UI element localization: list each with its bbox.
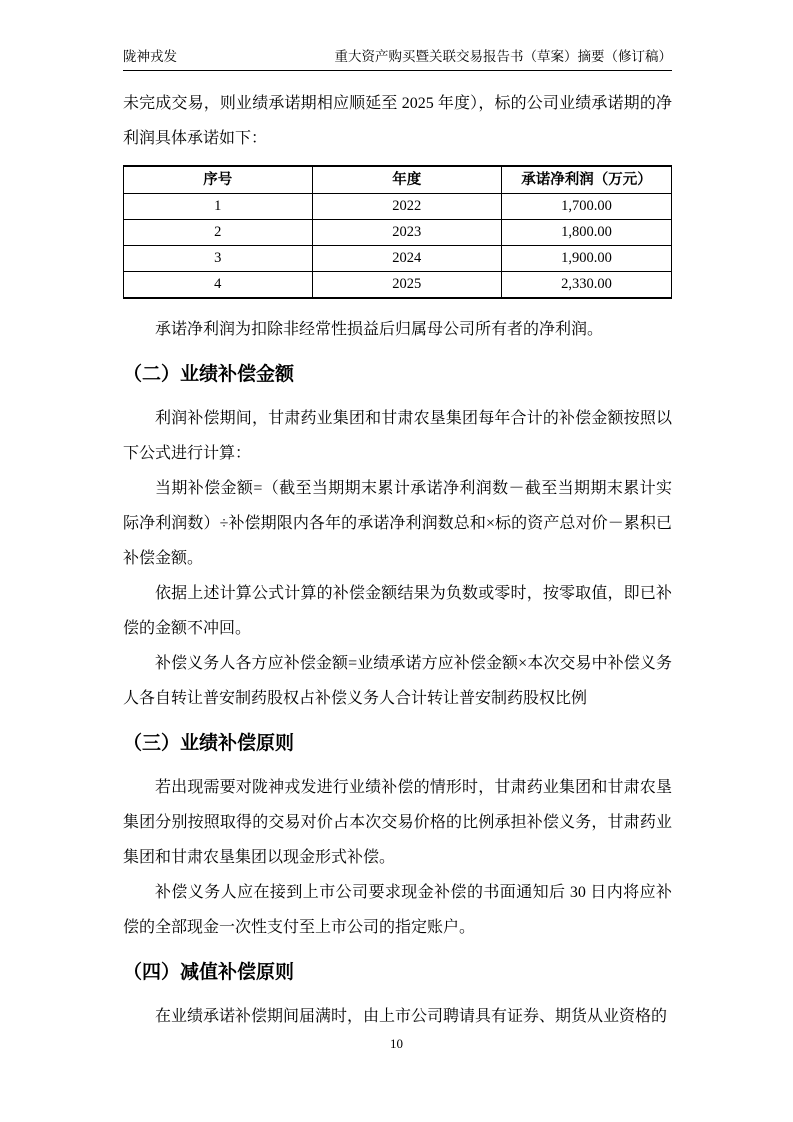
column-header-seq: 序号 [124, 166, 313, 194]
section-heading-4: （四）减值补偿原则 [123, 962, 295, 983]
section-heading-2: （二）业绩补偿金额 [123, 364, 295, 385]
header-company-name: 陇神戎发 [123, 49, 177, 64]
table-row [124, 220, 672, 246]
header-report-title: 重大资产购买暨关联交易报告书（草案）摘要（修订稿） [334, 49, 672, 64]
cell-year: 2022 [312, 194, 502, 220]
cell-seq: 2 [124, 220, 313, 246]
cell-net-profit: 1,700.00 [502, 194, 672, 220]
section-heading-3: （三）业绩补偿原则 [123, 733, 295, 754]
cell-year: 2023 [312, 220, 502, 246]
table-row [124, 272, 672, 299]
cell-seq: 1 [124, 194, 313, 220]
cell-seq: 4 [124, 272, 313, 299]
cell-year: 2025 [312, 272, 502, 299]
paragraph: 若出现需要对陇神戎发进行业绩补偿的情形时，甘肃药业集团和甘肃农垦集团分别按照取得的交易对价占本次交易价格的比例承担补偿义务，甘肃药业集团和甘肃农垦集团以现金形式补偿。 [123, 779, 672, 866]
paragraph: 利润补偿期间，甘肃药业集团和甘肃农垦集团每年合计的补偿金额按照以下公式进行计算： [123, 410, 672, 462]
page-number: 10 [390, 1036, 403, 1051]
cell-net-profit: 1,800.00 [502, 220, 672, 246]
paragraph: 在业绩承诺补偿期间届满时，由上市公司聘请具有证券、期货从业资格的 [155, 1008, 668, 1025]
paragraph-formula-obligor-share: 补偿义务人各方应补偿金额=业绩承诺方应补偿金额×本次交易中补偿义务人各自转让普安制药股权占补偿义务人合计转让普安制药股权比例 [123, 655, 672, 707]
paragraph: 依据上述计算公式计算的补偿金额结果为负数或零时，按零取值，即已补偿的金额不冲回。 [123, 585, 672, 637]
column-header-net-profit: 承诺净利润（万元） [502, 166, 672, 194]
document-body [123, 86, 672, 1034]
table-row [124, 194, 672, 220]
table-header-row [124, 166, 672, 194]
cell-seq: 3 [124, 246, 313, 272]
page-footer [0, 1035, 793, 1053]
cell-year: 2024 [312, 246, 502, 272]
cell-net-profit: 2,330.00 [502, 272, 672, 299]
table-row [124, 246, 672, 272]
column-header-year: 年度 [312, 166, 502, 194]
profit-commitment-table [123, 165, 672, 299]
cell-net-profit: 1,900.00 [502, 246, 672, 272]
paragraph-note: 承诺净利润为扣除非经常性损益后归属母公司所有者的净利润。 [155, 321, 604, 338]
paragraph-formula-compensation: 当期补偿金额=（截至当期期末累计承诺净利润数－截至当期期末累计实际净利润数）÷补偿期限内各年的承诺净利润数总和×标的资产总对价－累积已补偿金额。 [123, 480, 672, 567]
paragraph-intro: 未完成交易，则业绩承诺期相应顺延至 2025 年度），标的公司业绩承诺期的净利润具体承诺如下： [123, 95, 672, 147]
page-header [123, 48, 672, 71]
paragraph: 补偿义务人应在接到上市公司要求现金补偿的书面通知后 30 日内将应补偿的全部现金一次性支付至上市公司的指定账户。 [123, 884, 672, 936]
